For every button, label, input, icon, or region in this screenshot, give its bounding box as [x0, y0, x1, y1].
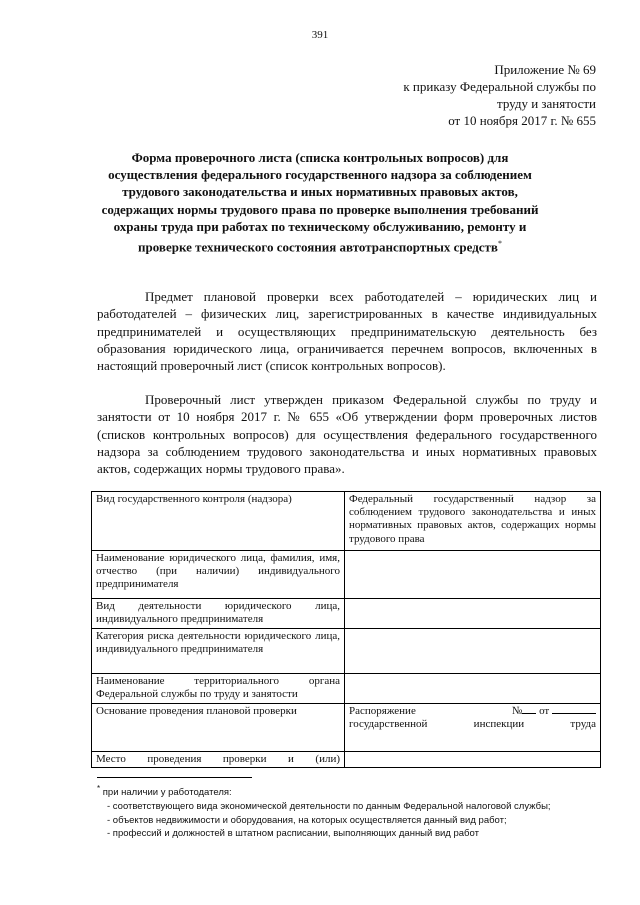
- table-row: [92, 492, 601, 551]
- table-row: [92, 674, 601, 704]
- footnote-reference: *: [497, 239, 502, 249]
- table-row: [92, 704, 601, 752]
- footnote-item: - профессий и должностей в штатном расписании, выполняющих данный вид работ: [107, 828, 479, 840]
- appendix-header: [336, 61, 596, 129]
- order-label: Распоряжение: [349, 705, 416, 717]
- footnote-item: - объектов недвижимости и оборудования, на которых осуществляется данный вид работ;: [107, 814, 507, 826]
- footnote-divider: [97, 777, 252, 778]
- appendix-order-line: к приказу Федеральной службы по: [403, 79, 596, 94]
- footnote-intro: при наличии у работодателя:: [102, 787, 232, 799]
- order-number-label: №: [511, 705, 523, 717]
- order-date-label: от: [539, 705, 550, 717]
- table-cell-label: Место проведения проверки и (или): [92, 752, 345, 768]
- table-row: [92, 629, 601, 674]
- table-row: [92, 752, 601, 768]
- footnote: [97, 782, 597, 841]
- footnote-item: - соответствующего вида экономической деятельности по данным Федеральной налоговой службы;: [107, 800, 551, 812]
- paragraph-approval: Проверочный лист утвержден приказом Федеральной службы по труду и занятости от 10 ноября 2017 г. № 655 «Об утверждении форм проверочных листов (списков контрольных вопросов) для осуществления федерального государственного надзора за соблюдением трудового законодательства и иных нормативных правовых актов, содержащих нормы трудового права».: [97, 392, 597, 477]
- table-cell-label: Наименование территориального органа Федеральной службы по труду и занятости: [92, 674, 345, 704]
- appendix-order-date: от 10 ноября 2017 г. № 655: [448, 113, 596, 128]
- inspection-info-table: [91, 491, 601, 768]
- table-cell-value: Федеральный государственный надзор за соблюдением трудового законодательства и иных нормативных правовых актов, содержащих нормы трудового права: [345, 492, 601, 551]
- table-cell-value: [345, 704, 601, 752]
- order-issuer: государственной инспекции труда: [349, 718, 596, 731]
- table-row: [92, 599, 601, 629]
- table-cell-label: Основание проведения плановой проверки: [92, 704, 345, 752]
- table-cell-label: Вид деятельности юридического лица, индивидуального предпринимателя: [92, 599, 345, 629]
- document-title: [86, 149, 554, 256]
- table-cell-value: [345, 752, 601, 768]
- appendix-number: Приложение № 69: [494, 62, 596, 77]
- footnote-mark: *: [97, 784, 101, 793]
- table-cell-value: [345, 551, 601, 599]
- table-cell-value: [345, 674, 601, 704]
- table-cell-label: Категория риска деятельности юридического лица, индивидуального предпринимателя: [92, 629, 345, 674]
- paragraph-scope: Предмет плановой проверки всех работодателей – юридических лиц и работодателей – физических лиц, зарегистрированных в качестве индивидуальных предпринимателей и осуществляющих предпринимательскую деятельность без образования юридического лица, ограничивается перечнем вопросов, включенных в настоящий проверочный лист (список контрольных вопросов).: [97, 289, 597, 374]
- table-cell-value: [345, 599, 601, 629]
- document-title-text: Форма проверочного листа (списка контрольных вопросов) для осуществления федерального государственного надзора за соблюдением трудового законодательства и иных нормативных правовых актов, содержащих нормы трудового права по проверке выполнения требований охраны труда при работах по техническому обслуживанию, ремонту и проверке технического состояния автотранспортных средств: [101, 150, 539, 255]
- table-cell-label: Вид государственного контроля (надзора): [92, 492, 345, 551]
- page-number: 391: [311, 29, 329, 41]
- table-cell-label: Наименование юридического лица, фамилия, имя, отчество (при наличии) индивидуального предпринимателя: [92, 551, 345, 599]
- table-cell-value: [345, 629, 601, 674]
- table-row: [92, 551, 601, 599]
- appendix-order-line: труду и занятости: [496, 96, 596, 111]
